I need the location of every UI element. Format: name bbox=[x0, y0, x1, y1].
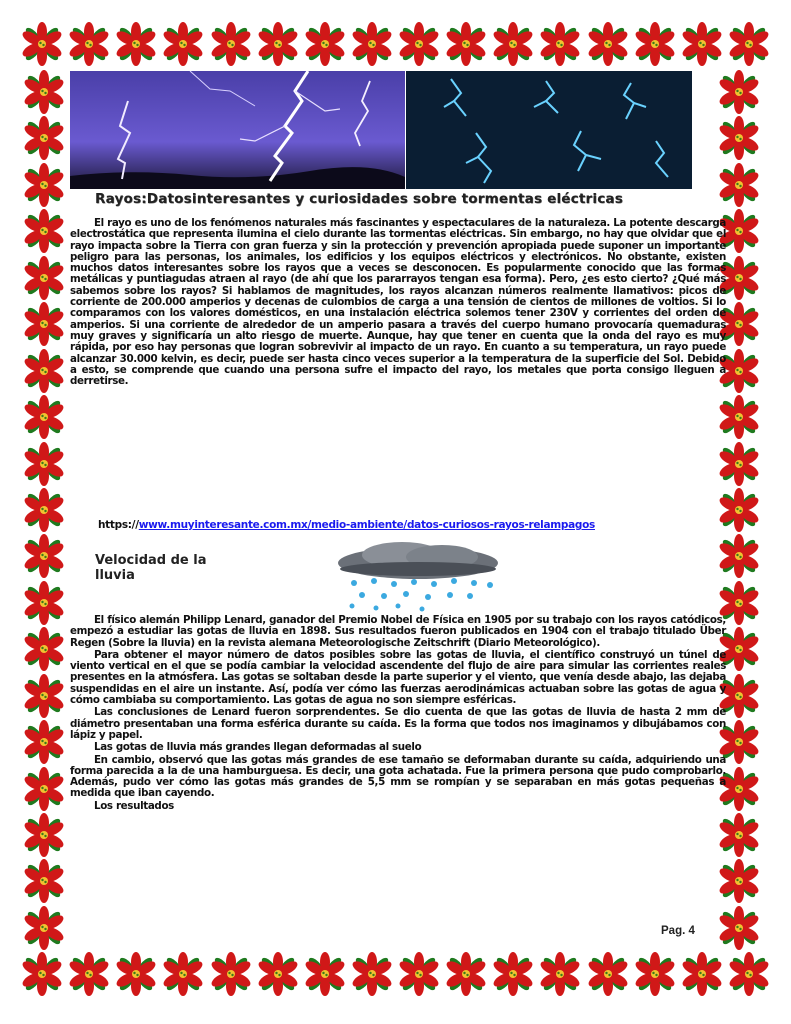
poinsettia-icon bbox=[256, 22, 300, 66]
poinsettia-icon bbox=[67, 952, 111, 996]
poinsettia-icon bbox=[22, 627, 66, 671]
poinsettia-icon bbox=[633, 22, 677, 66]
poinsettia-icon bbox=[717, 813, 761, 857]
poinsettia-icon bbox=[22, 488, 66, 532]
page-number: Pag. 4 bbox=[661, 925, 695, 937]
section-title-line1: Velocidad de la bbox=[95, 553, 207, 568]
poinsettia-icon bbox=[22, 302, 66, 346]
poinsettia-icon bbox=[727, 22, 771, 66]
poinsettia-border-left bbox=[22, 70, 74, 950]
poinsettia-icon bbox=[209, 22, 253, 66]
poinsettia-icon bbox=[680, 952, 724, 996]
poinsettia-icon bbox=[22, 395, 66, 439]
poinsettia-icon bbox=[538, 952, 582, 996]
source-url bbox=[98, 519, 595, 531]
poinsettia-icon bbox=[303, 952, 347, 996]
poinsettia-icon bbox=[22, 859, 66, 903]
source-link[interactable]: www.muyinteresante.com.mx/medio-ambiente/datos-curiosos-rayos-relampagos bbox=[138, 519, 595, 531]
poinsettia-icon bbox=[491, 22, 535, 66]
article-title: Rayos:Datosinteresantes y curiosidades sobre tormentas eléctricas bbox=[95, 191, 623, 207]
poinsettia-icon bbox=[717, 116, 761, 160]
article-paragraph: Las conclusiones de Lenard fueron sorprendentes. Se dio cuenta de que las gotas de lluvia de hasta 2 mm de diámetro presentaban una forma esférica durante su caída. Es la forma que todos nos imaginamos y dibujábamos con lápiz y papel. bbox=[70, 706, 726, 741]
poinsettia-icon bbox=[22, 674, 66, 718]
lightning-photos bbox=[70, 71, 692, 189]
poinsettia-icon bbox=[717, 488, 761, 532]
poinsettia-icon bbox=[680, 22, 724, 66]
poinsettia-icon bbox=[717, 442, 761, 486]
rain-cloud-icon bbox=[332, 541, 504, 613]
poinsettia-icon bbox=[717, 906, 761, 950]
article-paragraph: Los resultados bbox=[94, 799, 174, 812]
poinsettia-icon bbox=[22, 581, 66, 625]
poinsettia-icon bbox=[22, 534, 66, 578]
section-title bbox=[95, 553, 207, 583]
poinsettia-icon bbox=[350, 22, 394, 66]
article-lightning bbox=[70, 192, 726, 387]
poinsettia-icon bbox=[22, 767, 66, 811]
poinsettia-icon bbox=[209, 952, 253, 996]
poinsettia-icon bbox=[717, 859, 761, 903]
poinsettia-icon bbox=[22, 209, 66, 253]
poinsettia-icon bbox=[303, 22, 347, 66]
poinsettia-icon bbox=[20, 22, 64, 66]
poinsettia-icon bbox=[161, 22, 205, 66]
poinsettia-icon bbox=[22, 116, 66, 160]
poinsettia-icon bbox=[444, 22, 488, 66]
section-title-line2: lluvia bbox=[95, 568, 135, 583]
poinsettia-icon bbox=[67, 22, 111, 66]
poinsettia-icon bbox=[114, 952, 158, 996]
poinsettia-icon bbox=[22, 442, 66, 486]
poinsettia-border-bottom bbox=[20, 952, 771, 1004]
article-paragraph: El rayo es uno de los fenómenos naturales más fascinantes y espectaculares de la naturaleza. La potente descarga electrostática que representa ilumina el cielo durante las tormentas eléctricas. Sin embargo, no hay que olvidar que el rayo impacta sobre la Tierra con gran fuerza y sin la protección y prevención apropiada puede suponer un importante peligro para las personas, los animales, los edificios y los equipos eléctricos y electrónicos. No obstante, existen muchos datos interesantes sobre los rayos que a veces se desconocen. Es popularmente conocido que las formas metálicas y puntiagudas atraen al rayo (de ahí que los pararrayos tengan esa forma). Pero, ¿es esto cierto? ¿Qué más sabemos sobre los rayos? Si hablamos de magnitudes, los rayos alcanzan números realmente llamativos: picos de corriente de 200.000 amperios y decenas de culombios de carga a una tensión de cientos de millones de voltios. Si lo comparamos con los valores domésticos, en una instalación eléctrica solemos tener 230V y corrientes del orden de amperios. Si una corriente de alrededor de un amperio pasara a través del cuerpo humano provocaría quemaduras muy graves y significaría un alto riesgo de muerte. Aunque, hay que tener en cuenta que la onda del rayo es muy rápida, por eso hay personas que logran sobrevivir al impacto de un rayo. En cuanto a su temperatura, un rayo puede alcanzar 30.000 kelvin, es decir, puede ser hasta cinco veces superior a la temperatura de la superficie del Sol. Debido a esto, se comprende que cuando una persona sufre el impacto del rayo, los metales que porta consigo lleguen a derretirse. bbox=[70, 217, 726, 388]
poinsettia-icon bbox=[586, 22, 630, 66]
article-paragraph: En cambio, observó que las gotas más grandes de ese tamaño se deformaban durante su caída, adquiriendo una forma parecida a la de una hamburguesa. Es decir, una gota achatada. Fue la primera persona que pudo comprobarlo. Además, pudo ver cómo las gotas más grandes de 5,5 mm se rompían y se separaban en más gotas pequeñas a medida que iban cayendo. bbox=[70, 753, 726, 800]
poinsettia-icon bbox=[22, 906, 66, 950]
poinsettia-icon bbox=[114, 22, 158, 66]
poinsettia-icon bbox=[717, 395, 761, 439]
article-paragraph: El físico alemán Philipp Lenard, ganador del Premio Nobel de Física en 1905 por su trabajo con los rayos catódicos, empezó a estudiar las gotas de lluvia en 1898. Sus resultados fueron publicados en 1904 con el trabajo titulado Über Regen (Sobre la lluvia) en la revista alemana Meteorologische Zeitschrift (Diario Meteorológico). bbox=[70, 614, 726, 649]
article-paragraph: Las gotas de lluvia más grandes llegan deformadas al suelo bbox=[94, 741, 422, 754]
poinsettia-icon bbox=[397, 952, 441, 996]
url-prefix: https:// bbox=[98, 519, 139, 531]
article-rain bbox=[70, 615, 726, 813]
poinsettia-icon bbox=[397, 22, 441, 66]
poinsettia-icon bbox=[22, 349, 66, 393]
article-paragraph: Para obtener el mayor número de datos posibles sobre las gotas de lluvia, el científico construyó un túnel de viento vertical en el que se podía cambiar la velocidad ascendente del flujo de aire para simular las corrientes reales presentes en la atmósfera. Las gotas se soltaban desde la parte superior y el viento, que venía desde abajo, las dejaba suspendidas en el aire un instante. Así, podía ver cómo las fuerzas aerodinámicas actuaban sobre las gotas de agua y cómo cambiaba su comportamiento. Las gotas de agua no son siempre esféricas. bbox=[70, 648, 726, 707]
poinsettia-border-top bbox=[20, 22, 771, 74]
poinsettia-icon bbox=[161, 952, 205, 996]
poinsettia-icon bbox=[22, 70, 66, 114]
poinsettia-icon bbox=[633, 952, 677, 996]
poinsettia-icon bbox=[20, 952, 64, 996]
lightning-photo-blue bbox=[406, 71, 692, 189]
poinsettia-icon bbox=[586, 952, 630, 996]
poinsettia-icon bbox=[350, 952, 394, 996]
poinsettia-icon bbox=[256, 952, 300, 996]
poinsettia-icon bbox=[717, 534, 761, 578]
lightning-photo-purple bbox=[70, 71, 405, 189]
poinsettia-icon bbox=[717, 70, 761, 114]
poinsettia-icon bbox=[491, 952, 535, 996]
poinsettia-icon bbox=[22, 256, 66, 300]
poinsettia-icon bbox=[22, 720, 66, 764]
poinsettia-icon bbox=[727, 952, 771, 996]
poinsettia-icon bbox=[22, 813, 66, 857]
poinsettia-icon bbox=[444, 952, 488, 996]
poinsettia-icon bbox=[22, 163, 66, 207]
poinsettia-icon bbox=[538, 22, 582, 66]
